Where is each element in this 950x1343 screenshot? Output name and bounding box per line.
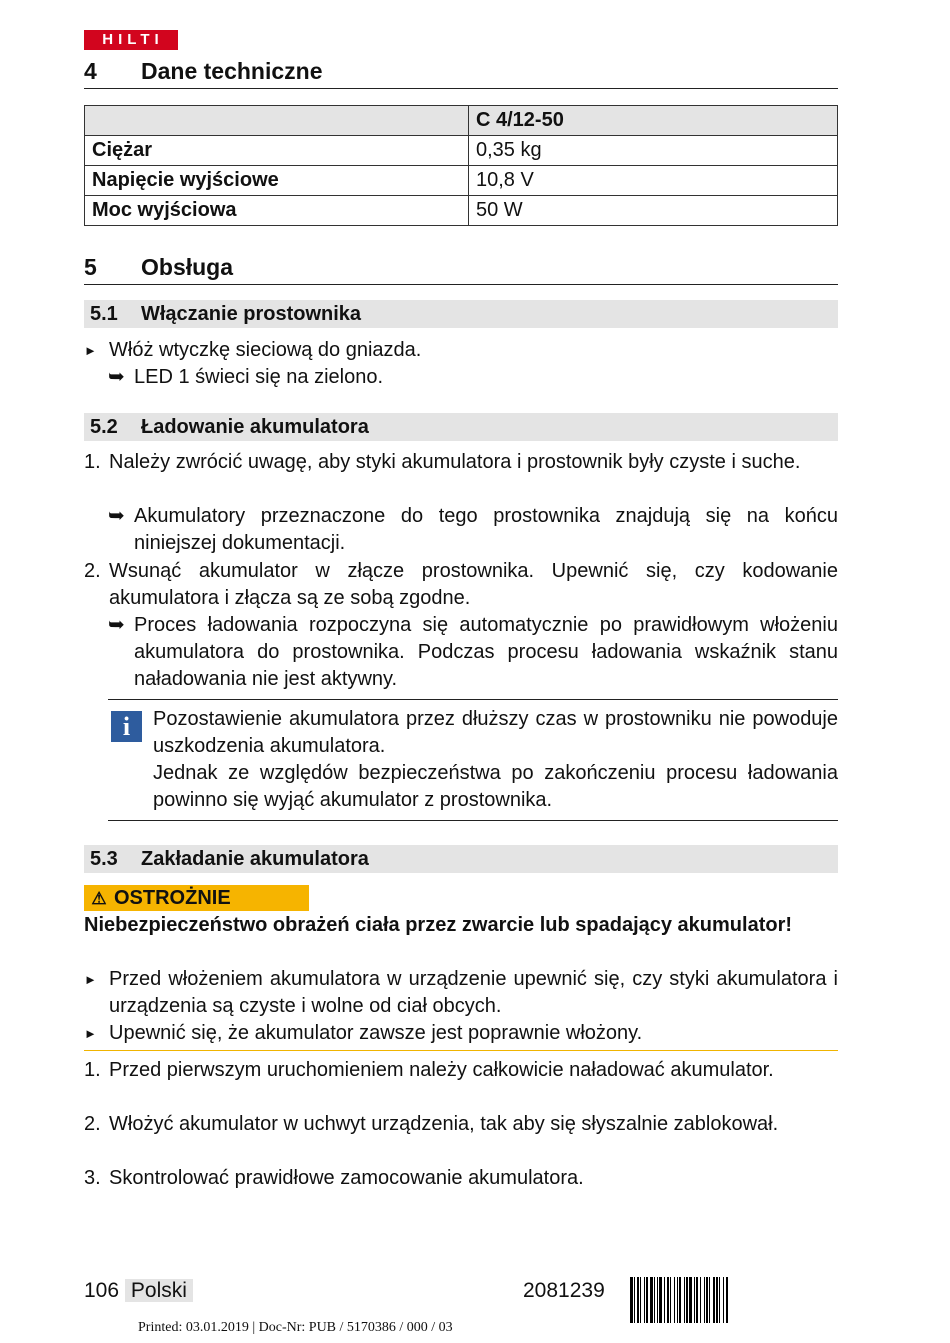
caution-label xyxy=(84,885,309,911)
result-text: Akumulatory przeznaczone do tego prostownika znajdują się na końcu niniejszej dokumentacji. xyxy=(134,505,838,554)
table-cell: C 4/12-50 xyxy=(469,106,838,136)
table-cell: 50 W xyxy=(469,196,838,226)
table-row xyxy=(85,196,838,226)
step-number: 2. xyxy=(84,560,101,582)
document-id: 2081239 xyxy=(523,1279,605,1302)
subsection-title: Ładowanie akumulatora xyxy=(141,416,369,438)
subsection-title: Włączanie prostownika xyxy=(141,303,362,325)
section-4-heading xyxy=(84,58,838,89)
numbered-step xyxy=(84,1165,838,1192)
instruction-bullet xyxy=(84,1020,838,1047)
info-note xyxy=(108,699,838,821)
print-info: Printed: 03.01.2019 | Doc-Nr: PUB / 5170386 / 000 / 03 xyxy=(138,1320,453,1335)
step-text: Wsunąć akumulator w złącze prostownika. Upewnić się, czy kodowanie akumulatora i złącza są ze sobą zgodne. xyxy=(109,560,838,609)
bullet-triangle-icon: ► xyxy=(84,343,97,358)
subsection-5-3-heading xyxy=(84,845,838,873)
step-text: Należy zwrócić uwagę, aby styki akumulatora i prostownik były czyste i suche. xyxy=(109,451,801,473)
bullet-text: Włóż wtyczkę sieciową do gniazda. xyxy=(109,339,422,361)
table-header-row xyxy=(85,106,838,136)
table-cell: Moc wyjściowa xyxy=(85,196,469,226)
table-cell: Ciężar xyxy=(85,136,469,166)
bullet-text: Upewnić się, że akumulator zawsze jest poprawnie włożony. xyxy=(109,1022,643,1044)
subsection-5-2-heading xyxy=(84,413,838,441)
bullet-triangle-icon: ► xyxy=(84,1026,97,1041)
page-footer xyxy=(84,1279,193,1303)
result-arrow-icon: ➥ xyxy=(108,614,125,636)
barcode xyxy=(630,1277,838,1323)
info-icon: i xyxy=(111,711,142,742)
numbered-step xyxy=(84,1057,838,1084)
result-line xyxy=(108,503,838,557)
bullet-text: Przed włożeniem akumulatora w urządzenie upewnić się, czy styki akumulatora i urządzenia są czyste i wolne od ciał obcych. xyxy=(109,968,838,1017)
table-cell xyxy=(85,106,469,136)
numbered-step xyxy=(84,558,838,612)
table-cell: Napięcie wyjściowe xyxy=(85,166,469,196)
result-text: Proces ładowania rozpoczyna się automatycznie po prawidłowym włożeniu akumulatora do prostownika. Podczas procesu ładowania wskaźnik stanu naładowania nie jest aktywny. xyxy=(134,614,838,690)
warning-triangle-icon: ⚠ xyxy=(91,889,107,908)
subsection-number: 5.3 xyxy=(90,848,118,870)
step-number: 1. xyxy=(84,451,101,473)
numbered-step xyxy=(84,449,838,476)
result-line xyxy=(108,612,838,693)
logo-text: HILTI xyxy=(102,31,164,48)
subsection-number: 5.2 xyxy=(90,416,118,438)
instruction-bullet xyxy=(84,966,838,1020)
result-text: LED 1 świeci się na zielono. xyxy=(134,366,384,388)
warning-end-divider xyxy=(84,1050,838,1051)
table-row xyxy=(85,166,838,196)
bullet-triangle-icon: ► xyxy=(84,972,97,987)
result-line xyxy=(108,364,838,391)
section-number: 4 xyxy=(84,58,97,84)
step-text: Skontrolować prawidłowe zamocowanie akumulatora. xyxy=(109,1167,584,1189)
result-arrow-icon: ➥ xyxy=(108,366,125,388)
table-row xyxy=(85,136,838,166)
section-number: 5 xyxy=(84,254,97,280)
table-cell: 0,35 kg xyxy=(469,136,838,166)
instruction-bullet xyxy=(84,337,838,364)
step-text: Przed pierwszym uruchomieniem należy całkowicie naładować akumulator. xyxy=(109,1059,774,1081)
step-number: 1. xyxy=(84,1059,101,1081)
section-5-heading xyxy=(84,254,838,285)
note-text xyxy=(153,706,838,814)
note-line: Jednak ze względów bezpieczeństwa po zakończeniu procesu ładowania powinno się wyjąć akumulator z prostownika. xyxy=(153,762,838,811)
step-number: 3. xyxy=(84,1167,101,1189)
barcode-bar xyxy=(728,1277,729,1323)
hazard-statement: Niebezpieczeństwo obrażeń ciała przez zwarcie lub spadający akumulator! xyxy=(84,914,793,936)
section-title: Obsługa xyxy=(141,254,234,280)
step-text: Włożyć akumulator w uchwyt urządzenia, tak aby się słyszalnie zablokował. xyxy=(109,1113,779,1135)
language-label: Polski xyxy=(125,1279,193,1302)
table-cell: 10,8 V xyxy=(469,166,838,196)
page-number: 106 xyxy=(84,1279,120,1302)
caution-text: OSTROŻNIE xyxy=(114,887,231,909)
subsection-5-1-heading xyxy=(84,300,838,328)
subsection-number: 5.1 xyxy=(90,303,118,325)
technical-data-table xyxy=(84,105,838,226)
numbered-step xyxy=(84,1111,838,1138)
section-title: Dane techniczne xyxy=(141,58,323,84)
result-arrow-icon: ➥ xyxy=(108,505,125,527)
hilti-logo xyxy=(84,30,178,50)
note-line: Pozostawienie akumulatora przez dłuższy czas w prostowniku nie powoduje uszkodzenia akumulatora. xyxy=(153,708,838,757)
step-number: 2. xyxy=(84,1113,101,1135)
subsection-title: Zakładanie akumulatora xyxy=(141,848,369,870)
